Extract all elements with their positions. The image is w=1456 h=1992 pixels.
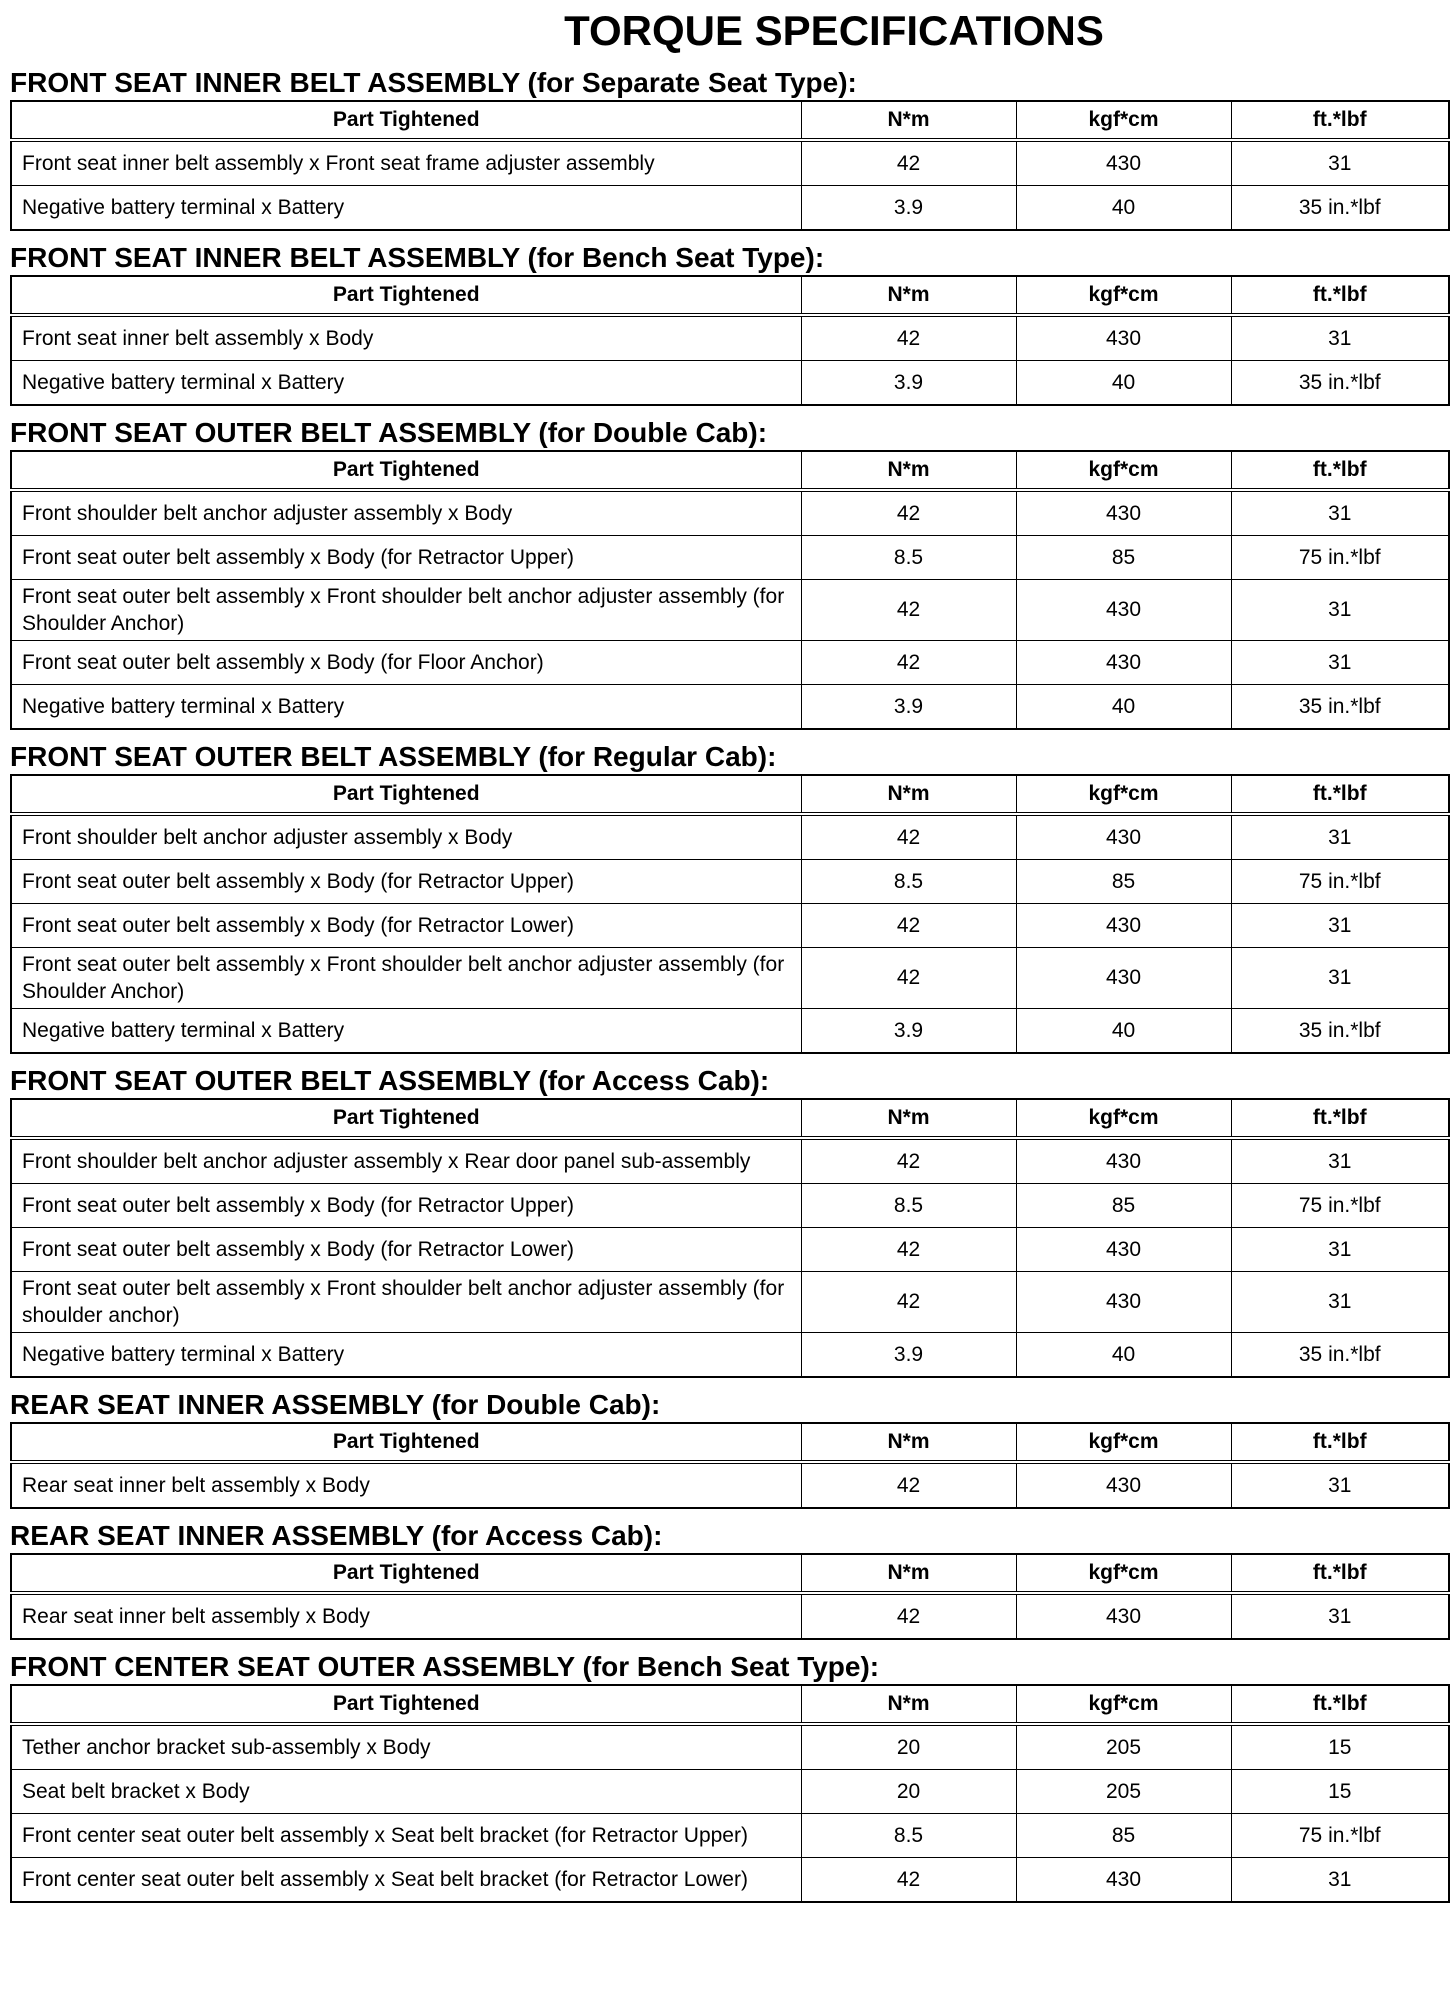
table-row <box>11 580 1449 641</box>
cell-part: Rear seat inner belt assembly x Body <box>11 1462 801 1508</box>
header-ftlbf: ft.*lbf <box>1231 451 1449 490</box>
section-heading-main: FRONT SEAT OUTER BELT ASSEMBLY <box>10 1065 531 1096</box>
torque-table <box>10 100 1450 231</box>
cell-ftlbf: 15 <box>1231 1724 1449 1770</box>
cell-ftlbf: 35 in.*lbf <box>1231 1333 1449 1378</box>
cell-kgfcm: 430 <box>1016 580 1231 641</box>
table-row <box>11 1462 1449 1508</box>
cell-nm: 42 <box>801 904 1016 948</box>
section-heading-qualifier: (for Bench Seat Type): <box>527 242 825 273</box>
cell-nm: 42 <box>801 1272 1016 1333</box>
header-part-tightened: Part Tightened <box>11 1685 801 1724</box>
cell-ftlbf: 75 in.*lbf <box>1231 1814 1449 1858</box>
cell-part: Rear seat inner belt assembly x Body <box>11 1593 801 1639</box>
table-row <box>11 315 1449 361</box>
cell-ftlbf: 35 in.*lbf <box>1231 186 1449 231</box>
table-row <box>11 641 1449 685</box>
header-nm: N*m <box>801 1685 1016 1724</box>
table-row <box>11 1138 1449 1184</box>
torque-table <box>10 1098 1450 1378</box>
cell-kgfcm: 430 <box>1016 1462 1231 1508</box>
cell-kgfcm: 430 <box>1016 904 1231 948</box>
cell-part: Front seat outer belt assembly x Body (for Retractor Lower) <box>11 1228 801 1272</box>
header-part-tightened: Part Tightened <box>11 276 801 315</box>
section-heading <box>10 738 1448 774</box>
header-ftlbf: ft.*lbf <box>1231 1423 1449 1462</box>
spec-sections <box>10 64 1448 1903</box>
cell-kgfcm: 205 <box>1016 1770 1231 1814</box>
cell-part: Negative battery terminal x Battery <box>11 186 801 231</box>
cell-nm: 3.9 <box>801 186 1016 231</box>
table-header-row <box>11 1554 1449 1593</box>
table-row <box>11 814 1449 860</box>
header-part-tightened: Part Tightened <box>11 1423 801 1462</box>
cell-nm: 42 <box>801 140 1016 186</box>
header-part-tightened: Part Tightened <box>11 101 801 140</box>
cell-nm: 3.9 <box>801 1009 1016 1054</box>
cell-part: Seat belt bracket x Body <box>11 1770 801 1814</box>
cell-kgfcm: 40 <box>1016 361 1231 406</box>
header-ftlbf: ft.*lbf <box>1231 1099 1449 1138</box>
cell-ftlbf: 15 <box>1231 1770 1449 1814</box>
cell-nm: 42 <box>801 1858 1016 1903</box>
section-heading <box>10 1386 1448 1422</box>
cell-part: Negative battery terminal x Battery <box>11 1333 801 1378</box>
section-heading-qualifier: (for Bench Seat Type): <box>582 1651 880 1682</box>
table-header-row <box>11 101 1449 140</box>
table-header-row <box>11 276 1449 315</box>
section-heading-main: FRONT SEAT OUTER BELT ASSEMBLY <box>10 741 531 772</box>
cell-nm: 8.5 <box>801 1814 1016 1858</box>
cell-part: Front seat inner belt assembly x Front seat frame adjuster assembly <box>11 140 801 186</box>
header-ftlbf: ft.*lbf <box>1231 775 1449 814</box>
cell-part: Negative battery terminal x Battery <box>11 685 801 730</box>
cell-part: Front center seat outer belt assembly x Seat belt bracket (for Retractor Lower) <box>11 1858 801 1903</box>
header-part-tightened: Part Tightened <box>11 775 801 814</box>
table-row <box>11 536 1449 580</box>
table-row <box>11 490 1449 536</box>
section-heading-qualifier: (for Double Cab): <box>538 417 768 448</box>
cell-ftlbf: 35 in.*lbf <box>1231 685 1449 730</box>
cell-nm: 3.9 <box>801 1333 1016 1378</box>
document-page <box>10 0 1448 1903</box>
table-header-row <box>11 775 1449 814</box>
table-row <box>11 1009 1449 1054</box>
cell-part: Front shoulder belt anchor adjuster assembly x Body <box>11 814 801 860</box>
cell-ftlbf: 75 in.*lbf <box>1231 1184 1449 1228</box>
cell-part: Front seat inner belt assembly x Body <box>11 315 801 361</box>
cell-part: Front seat outer belt assembly x Front shoulder belt anchor adjuster assembly (for shoulder anchor) <box>11 1272 801 1333</box>
table-header-row <box>11 1685 1449 1724</box>
torque-table <box>10 450 1450 730</box>
section-heading-main: FRONT SEAT OUTER BELT ASSEMBLY <box>10 417 531 448</box>
header-ftlbf: ft.*lbf <box>1231 101 1449 140</box>
header-kgfcm: kgf*cm <box>1016 1423 1231 1462</box>
cell-ftlbf: 31 <box>1231 140 1449 186</box>
table-row <box>11 1858 1449 1903</box>
cell-kgfcm: 85 <box>1016 1814 1231 1858</box>
cell-ftlbf: 31 <box>1231 1228 1449 1272</box>
cell-part: Front seat outer belt assembly x Body (for Retractor Lower) <box>11 904 801 948</box>
cell-nm: 8.5 <box>801 860 1016 904</box>
cell-nm: 8.5 <box>801 1184 1016 1228</box>
table-row <box>11 1770 1449 1814</box>
cell-part: Negative battery terminal x Battery <box>11 1009 801 1054</box>
cell-ftlbf: 31 <box>1231 814 1449 860</box>
section-heading <box>10 1062 1448 1098</box>
cell-ftlbf: 75 in.*lbf <box>1231 536 1449 580</box>
cell-nm: 42 <box>801 1138 1016 1184</box>
section-heading <box>10 239 1448 275</box>
table-row <box>11 361 1449 406</box>
torque-table <box>10 774 1450 1054</box>
header-part-tightened: Part Tightened <box>11 1099 801 1138</box>
header-nm: N*m <box>801 1099 1016 1138</box>
cell-kgfcm: 430 <box>1016 641 1231 685</box>
cell-kgfcm: 430 <box>1016 1272 1231 1333</box>
table-header-row <box>11 1099 1449 1138</box>
cell-part: Front center seat outer belt assembly x Seat belt bracket (for Retractor Upper) <box>11 1814 801 1858</box>
section-heading-main: REAR SEAT INNER ASSEMBLY <box>10 1520 424 1551</box>
cell-ftlbf: 31 <box>1231 1593 1449 1639</box>
section-heading-qualifier: (for Access Cab): <box>538 1065 770 1096</box>
cell-part: Front shoulder belt anchor adjuster assembly x Body <box>11 490 801 536</box>
header-kgfcm: kgf*cm <box>1016 451 1231 490</box>
torque-table <box>10 1553 1450 1640</box>
cell-part: Front seat outer belt assembly x Front shoulder belt anchor adjuster assembly (for Shoulder Anchor) <box>11 948 801 1009</box>
table-row <box>11 904 1449 948</box>
cell-ftlbf: 31 <box>1231 1272 1449 1333</box>
table-row <box>11 685 1449 730</box>
table-row <box>11 860 1449 904</box>
cell-nm: 42 <box>801 1462 1016 1508</box>
cell-kgfcm: 430 <box>1016 1593 1231 1639</box>
cell-part: Front seat outer belt assembly x Body (for Floor Anchor) <box>11 641 801 685</box>
section-heading-main: FRONT SEAT INNER BELT ASSEMBLY <box>10 67 520 98</box>
cell-nm: 42 <box>801 948 1016 1009</box>
header-nm: N*m <box>801 775 1016 814</box>
header-kgfcm: kgf*cm <box>1016 1554 1231 1593</box>
table-row <box>11 1814 1449 1858</box>
cell-ftlbf: 31 <box>1231 1462 1449 1508</box>
header-kgfcm: kgf*cm <box>1016 1685 1231 1724</box>
cell-nm: 8.5 <box>801 536 1016 580</box>
header-kgfcm: kgf*cm <box>1016 775 1231 814</box>
cell-nm: 42 <box>801 580 1016 641</box>
cell-kgfcm: 40 <box>1016 1333 1231 1378</box>
cell-ftlbf: 31 <box>1231 580 1449 641</box>
cell-part: Negative battery terminal x Battery <box>11 361 801 406</box>
header-ftlbf: ft.*lbf <box>1231 1554 1449 1593</box>
section-heading <box>10 414 1448 450</box>
cell-nm: 42 <box>801 814 1016 860</box>
cell-part: Front seat outer belt assembly x Front shoulder belt anchor adjuster assembly (for Shoulder Anchor) <box>11 580 801 641</box>
table-header-row <box>11 451 1449 490</box>
section-heading-qualifier: (for Double Cab): <box>431 1389 661 1420</box>
table-row <box>11 1184 1449 1228</box>
header-nm: N*m <box>801 451 1016 490</box>
cell-nm: 20 <box>801 1770 1016 1814</box>
cell-ftlbf: 31 <box>1231 1138 1449 1184</box>
cell-kgfcm: 430 <box>1016 140 1231 186</box>
header-nm: N*m <box>801 101 1016 140</box>
cell-nm: 3.9 <box>801 361 1016 406</box>
cell-kgfcm: 40 <box>1016 186 1231 231</box>
cell-kgfcm: 205 <box>1016 1724 1231 1770</box>
cell-ftlbf: 31 <box>1231 904 1449 948</box>
table-row <box>11 186 1449 231</box>
table-row <box>11 1272 1449 1333</box>
cell-kgfcm: 40 <box>1016 685 1231 730</box>
table-row <box>11 1333 1449 1378</box>
cell-ftlbf: 31 <box>1231 490 1449 536</box>
cell-kgfcm: 85 <box>1016 1184 1231 1228</box>
table-row <box>11 948 1449 1009</box>
header-part-tightened: Part Tightened <box>11 451 801 490</box>
cell-nm: 20 <box>801 1724 1016 1770</box>
header-kgfcm: kgf*cm <box>1016 101 1231 140</box>
cell-ftlbf: 31 <box>1231 948 1449 1009</box>
header-part-tightened: Part Tightened <box>11 1554 801 1593</box>
torque-table <box>10 1684 1450 1903</box>
section-heading <box>10 64 1448 100</box>
section-heading-qualifier: (for Access Cab): <box>431 1520 663 1551</box>
table-row <box>11 1724 1449 1770</box>
section-heading-qualifier: (for Regular Cab): <box>538 741 777 772</box>
section-heading-main: REAR SEAT INNER ASSEMBLY <box>10 1389 424 1420</box>
cell-kgfcm: 430 <box>1016 814 1231 860</box>
cell-kgfcm: 85 <box>1016 860 1231 904</box>
table-header-row <box>11 1423 1449 1462</box>
cell-nm: 42 <box>801 1228 1016 1272</box>
cell-ftlbf: 31 <box>1231 641 1449 685</box>
header-nm: N*m <box>801 1423 1016 1462</box>
cell-kgfcm: 430 <box>1016 948 1231 1009</box>
header-ftlbf: ft.*lbf <box>1231 1685 1449 1724</box>
cell-nm: 42 <box>801 641 1016 685</box>
cell-nm: 42 <box>801 490 1016 536</box>
cell-part: Front shoulder belt anchor adjuster assembly x Rear door panel sub-assembly <box>11 1138 801 1184</box>
cell-part: Front seat outer belt assembly x Body (for Retractor Upper) <box>11 1184 801 1228</box>
cell-ftlbf: 75 in.*lbf <box>1231 860 1449 904</box>
cell-nm: 42 <box>801 315 1016 361</box>
section-heading-main: FRONT CENTER SEAT OUTER ASSEMBLY <box>10 1651 575 1682</box>
cell-nm: 42 <box>801 1593 1016 1639</box>
cell-part: Front seat outer belt assembly x Body (for Retractor Upper) <box>11 536 801 580</box>
page-title: TORQUE SPECIFICATIONS <box>564 7 1104 54</box>
cell-kgfcm: 430 <box>1016 1858 1231 1903</box>
cell-kgfcm: 85 <box>1016 536 1231 580</box>
cell-part: Tether anchor bracket sub-assembly x Body <box>11 1724 801 1770</box>
cell-kgfcm: 430 <box>1016 1138 1231 1184</box>
cell-kgfcm: 430 <box>1016 490 1231 536</box>
section-heading <box>10 1648 1448 1684</box>
section-heading-main: FRONT SEAT INNER BELT ASSEMBLY <box>10 242 520 273</box>
cell-kgfcm: 430 <box>1016 1228 1231 1272</box>
header-ftlbf: ft.*lbf <box>1231 276 1449 315</box>
torque-table <box>10 275 1450 406</box>
cell-ftlbf: 35 in.*lbf <box>1231 361 1449 406</box>
cell-nm: 3.9 <box>801 685 1016 730</box>
section-heading <box>10 1517 1448 1553</box>
header-kgfcm: kgf*cm <box>1016 276 1231 315</box>
table-row <box>11 140 1449 186</box>
cell-part: Front seat outer belt assembly x Body (for Retractor Upper) <box>11 860 801 904</box>
cell-kgfcm: 40 <box>1016 1009 1231 1054</box>
cell-kgfcm: 430 <box>1016 315 1231 361</box>
cell-ftlbf: 35 in.*lbf <box>1231 1009 1449 1054</box>
header-kgfcm: kgf*cm <box>1016 1099 1231 1138</box>
header-nm: N*m <box>801 276 1016 315</box>
cell-ftlbf: 31 <box>1231 1858 1449 1903</box>
cell-ftlbf: 31 <box>1231 315 1449 361</box>
torque-table <box>10 1422 1450 1509</box>
section-heading-qualifier: (for Separate Seat Type): <box>527 67 857 98</box>
table-row <box>11 1228 1449 1272</box>
table-row <box>11 1593 1449 1639</box>
header-nm: N*m <box>801 1554 1016 1593</box>
